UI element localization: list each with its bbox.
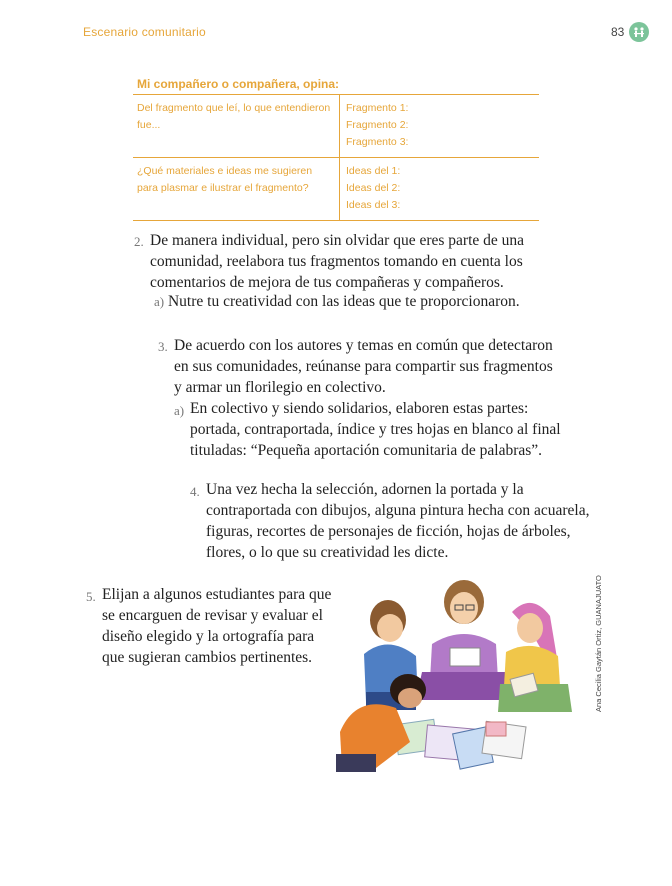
answer-label: Ideas del 3: <box>346 199 401 211</box>
credit-text: Ana Cecilia Gaytán Ortiz, GUANAJUATO <box>594 575 603 712</box>
step-4-text <box>206 479 589 563</box>
peer-opinion-table <box>133 77 539 221</box>
text-line: Una vez hecha la selección, adornen la portada y la <box>206 481 524 498</box>
answer-label: Ideas del 1: <box>346 165 401 177</box>
girl-purple-graphic <box>416 580 514 700</box>
text-line: comentarios de mejora de tus compañeras y compañeros. <box>150 274 504 291</box>
text-line: y armar un florilegio en colectivo. <box>174 379 386 396</box>
text-line: que sugieran cambios pertinentes. <box>102 649 313 666</box>
step-5-text <box>102 584 331 668</box>
text-line: contraportada con dibujos, alguna pintura hecha con acuarela, <box>206 502 590 519</box>
text-line: diseño elegido y la ortografía para <box>102 628 315 645</box>
text-line: tituladas: “Pequeña aportación comunitaria de palabras”. <box>190 442 543 459</box>
text-line: portada, contraportada, índice y tres hojas en blanco al final <box>190 421 561 438</box>
step-number: 5. <box>86 589 96 604</box>
table-question: ¿Qué materiales e ideas me sugieren para plasmar e ilustrar el fragmento? <box>133 158 340 220</box>
section-badge-icon <box>629 22 649 42</box>
table-question: Del fragmento que leí, lo que entendieron fue... <box>133 95 340 157</box>
text-line: Elijan a algunos estudiantes para que <box>102 586 332 603</box>
text-line: en sus comunidades, reúnanse para compartir sus fragmentos <box>174 358 553 375</box>
page-number: 83 <box>611 25 625 39</box>
children-illustration <box>336 572 584 772</box>
section-title: Escenario comunitario <box>83 25 206 39</box>
sub-letter: a) <box>174 403 185 418</box>
text-line: En colectivo y siendo solidarios, elaboren estas partes: <box>190 400 529 417</box>
text-line: figuras, recortes de personajes de ficción, hojas de árboles, <box>206 523 571 540</box>
text-line: comunidad, reelabora tus fragmentos tomando en cuenta los <box>150 253 523 270</box>
table-answers <box>340 158 400 220</box>
illustration-credit <box>594 575 604 712</box>
step-2a <box>154 293 520 311</box>
answer-label: Fragmento 3: <box>346 136 409 148</box>
step-number: 2. <box>134 234 144 249</box>
step-3-text <box>174 335 553 398</box>
answer-label: Fragmento 1: <box>346 102 409 114</box>
step-number: 3. <box>158 339 168 354</box>
table-title: Mi compañero o compañera, opina: <box>133 77 539 95</box>
girl-pink-graphic <box>498 603 572 712</box>
table-row <box>133 95 539 158</box>
step-number: 4. <box>190 484 200 499</box>
step-3a-text <box>190 398 561 461</box>
step-2-text <box>150 230 524 293</box>
text-line: Nutre tu creatividad con las ideas que te proporcionaron. <box>167 293 520 310</box>
table-answers <box>340 95 408 157</box>
text-line: flores, o lo que su creatividad les dicte. <box>206 544 449 561</box>
table-row <box>133 158 539 221</box>
sub-letter: a) <box>154 294 165 309</box>
answer-label: Fragmento 2: <box>346 119 409 131</box>
text-line: De acuerdo con los autores y temas en común que detectaron <box>174 337 553 354</box>
papers-graphic <box>394 719 526 769</box>
answer-label: Ideas del 2: <box>346 182 401 194</box>
text-line: se encarguen de revisar y evaluar el <box>102 607 323 624</box>
text-line: De manera individual, pero sin olvidar que eres parte de una <box>150 232 525 249</box>
